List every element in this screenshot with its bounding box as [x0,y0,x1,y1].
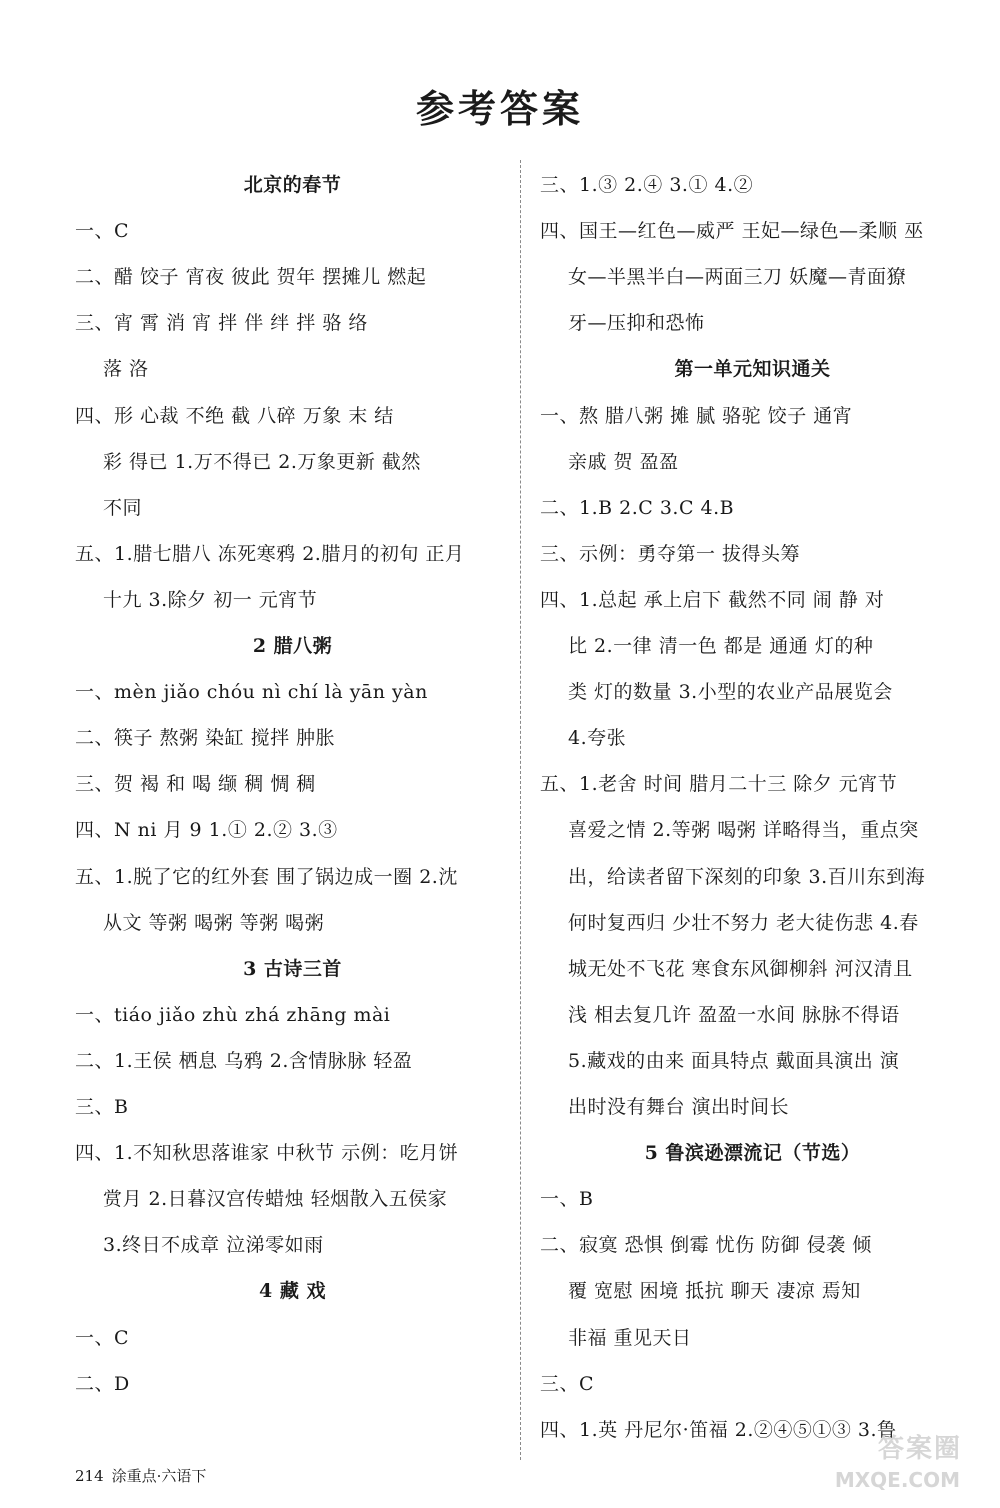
answer-line: 5.藏戏的由来 面具特点 戴面具演出 演 [568,1049,900,1072]
answer-line: 五、1.脱了它的红外套 围了锅边成一圈 2.沈 [75,865,458,888]
page-footer [75,1465,206,1486]
answer-line: 三、宵 霄 消 宵 拌 伴 绊 拌 骆 络 [75,312,368,335]
answer-line: 不同 [103,496,143,519]
answer-line: 二、1.王侯 栖息 乌鸦 2.含情脉脉 轻盈 [75,1049,413,1072]
section-heading: 4 藏 戏 [259,1280,326,1303]
answer-line: 二、醋 饺子 宵夜 彼此 贺年 摆摊儿 燃起 [75,266,427,289]
answer-line: 喜爱之情 2.等粥 喝粥 详略得当，重点突 [568,819,919,842]
answer-line: 四、1.总起 承上启下 截然不同 闹 静 对 [540,588,885,611]
answer-line: 五、1.老舍 时间 腊月二十三 除夕 元宵节 [540,773,898,796]
answer-line: 女—半黑半白—两面三刀 妖魔—青面獠 [568,266,907,289]
answer-line: 三、1.③ 2.④ 3.① 4.② [540,174,754,196]
answer-line: 二、筷子 熬粥 染缸 搅拌 肿胀 [75,727,336,750]
answer-line: 比 2.一律 清一色 都是 通通 灯的种 [568,635,874,657]
answer-line: 落 洛 [103,358,149,381]
answer-line: 3.终日不成章 泣涕零如雨 [103,1234,324,1257]
answer-line: 三、示例：勇夺第一 拔得头筹 [540,542,801,565]
answer-line: 一、B [540,1188,594,1211]
answer-line: 覆 宽慰 困境 抵抗 聊天 凄凉 焉知 [568,1280,861,1303]
answer-line: 赏月 2.日暮汉宫传蜡烛 轻烟散入五侯家 [103,1188,448,1211]
section-heading: 北京的春节 [243,174,342,196]
answer-line: 牙—压抑和恐怖 [568,312,705,335]
answer-line: 三、C [540,1372,595,1395]
answer-line: 类 灯的数量 3.小型的农业产品展览会 [568,681,893,704]
answer-line: 一、熬 腊八粥 摊 腻 骆驼 饺子 通宵 [540,404,853,427]
answer-line: 4.夸张 [568,727,627,750]
answer-line: 四、国王—红色—威严 王妃—绿色—柔顺 巫 [540,220,924,243]
answer-line: 四、形 心裁 不绝 截 八碎 万象 末 结 [75,404,394,427]
book-title: 涂重点·六语下 [111,1467,207,1485]
section-heading: 3 古诗三首 [243,957,342,980]
page-title: 参考答案 [415,86,584,131]
answer-line: 彩 得已 1.万不得已 2.万象更新 截然 [103,450,421,473]
section-heading: 第一单元知识通关 [674,358,831,381]
answer-line: 亲戚 贺 盈盈 [568,450,679,473]
section-heading: 5 鲁滨逊漂流记（节选） [644,1142,861,1165]
answer-line: 非福 重见天日 [568,1326,692,1349]
answer-line: 何时复西归 少壮不努力 老大徒伤悲 4.春 [568,911,919,934]
answer-line: 四、1.不知秋思落谁家 中秋节 示例：吃月饼 [75,1142,459,1165]
section-heading: 2 腊八粥 [252,635,333,657]
answer-line: 十九 3.除夕 初一 元宵节 [103,588,318,611]
answer-line: 出时没有舞台 演出时间长 [568,1096,790,1118]
answer-line: 三、贺 褐 和 喝 缬 稠 惆 稠 [75,773,316,796]
answer-line: 城无处不飞花 寒食东风御柳斜 河汉清且 [568,957,913,980]
answer-line: 一、C [75,1326,130,1349]
watermark-logo: 答案圈 [877,1434,962,1464]
answer-line: 浅 相去复几许 盈盈一水间 脉脉不得语 [568,1003,900,1026]
watermark-url: MXQE.COM [834,1468,960,1492]
answer-line: 从文 等粥 喝粥 等粥 喝粥 [103,911,325,934]
answer-line: 二、寂寞 恐惧 倒霉 忧伤 防御 侵袭 倾 [540,1234,872,1257]
answer-line: 五、1.腊七腊八 冻死寒鸦 2.腊月的初旬 正月 [75,542,465,565]
page-number: 214 [75,1467,104,1485]
answer-line: 一、C [75,220,130,243]
answer-line: 一、tiáo jiǎo zhù zhá zhāng mài [75,1003,391,1026]
answer-line: 二、D [75,1372,130,1395]
answer-line: 一、mèn jiǎo chóu nì chí là yān yàn [75,681,428,704]
answer-line: 四、N ni 月 9 1.① 2.② 3.③ [75,819,338,842]
column-divider [520,160,521,1460]
answer-line: 三、B [75,1096,129,1118]
answer-line: 出，给读者留下深刻的印象 3.百川东到海 [568,865,926,888]
answer-line: 四、1.英 丹尼尔·笛福 2.②④⑤①③ 3.鲁 [540,1418,897,1441]
answer-line: 二、1.B 2.C 3.C 4.B [540,496,735,519]
